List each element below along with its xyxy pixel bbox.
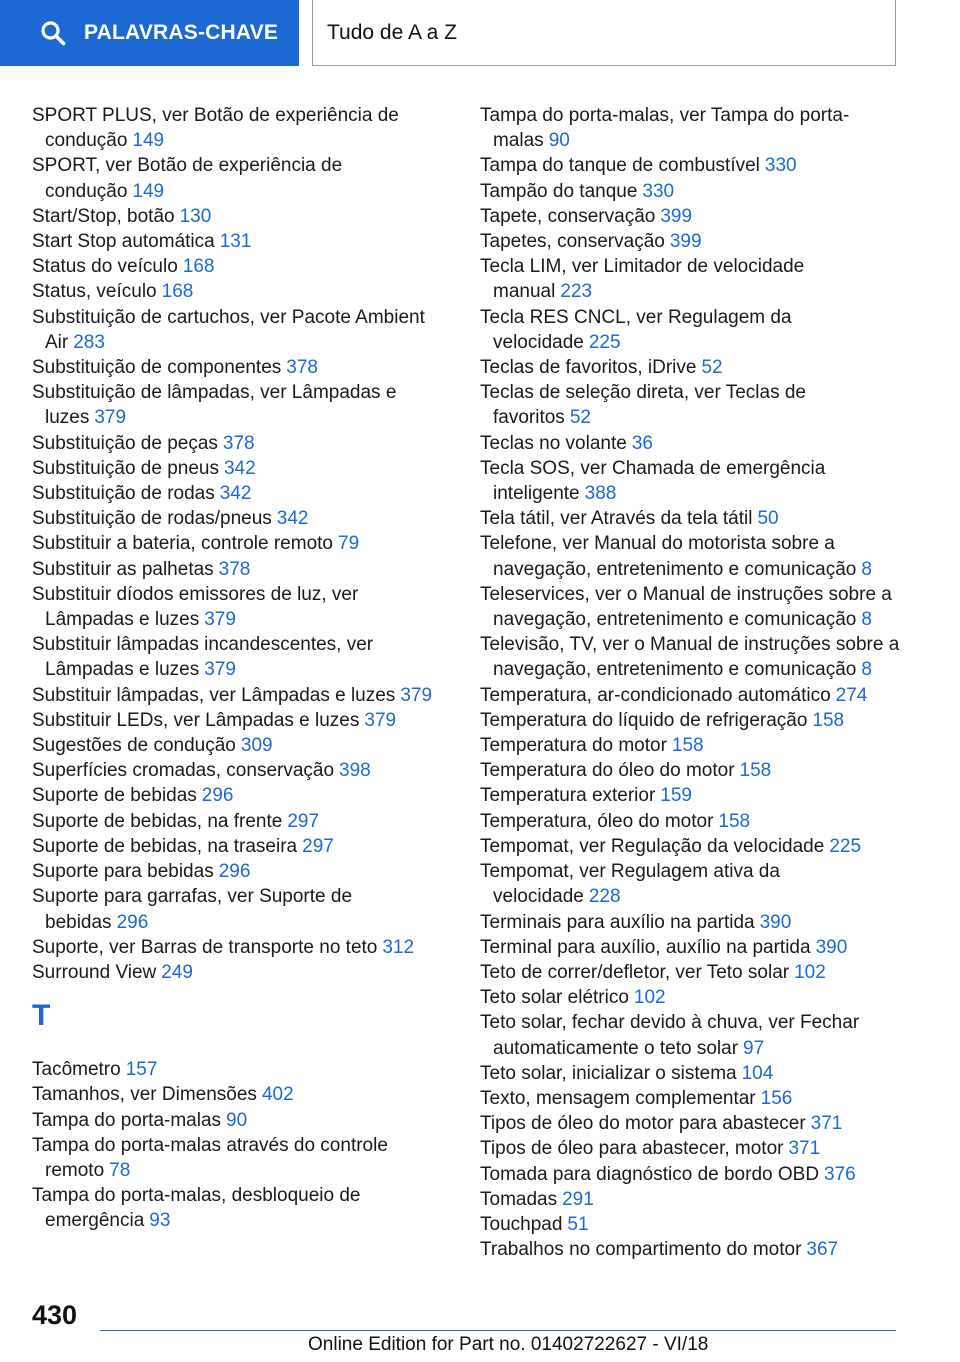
page-link[interactable]: 79 xyxy=(338,533,360,555)
index-entry-text: Teclas no volante xyxy=(480,432,627,454)
page-link[interactable]: 228 xyxy=(588,886,621,908)
index-entry-text: Suporte para bebidas xyxy=(32,861,214,883)
index-entry-text: Tela tátil, ver Através da tela tátil xyxy=(480,508,753,530)
keywords-label: PALAVRAS-CHAVE xyxy=(84,21,279,44)
index-entry xyxy=(32,355,452,380)
index-entry-text: Tecla SOS, ver Chamada de emergência inteligente xyxy=(480,457,826,505)
page-link[interactable]: 90 xyxy=(226,1109,248,1131)
page-link[interactable]: 296 xyxy=(116,911,149,933)
index-entry xyxy=(480,1061,900,1086)
index-entry xyxy=(32,683,452,708)
index-entry xyxy=(32,481,452,506)
index-entry xyxy=(480,758,900,783)
index-entry xyxy=(480,1237,900,1262)
index-entry-text: Texto, mensagem complementar xyxy=(480,1087,756,1109)
index-entry xyxy=(480,960,900,985)
index-entry-text: Tecla RES CNCL, ver Regulagem da velocidade xyxy=(480,306,792,353)
page-link[interactable]: 97 xyxy=(743,1037,765,1059)
index-entry xyxy=(32,960,452,985)
edition-text: Online Edition for Part no. 01402722627 - VI/18 xyxy=(308,1334,709,1355)
index-entry-text: Substituir as palhetas xyxy=(32,558,214,580)
index-entry xyxy=(32,279,452,304)
page-link[interactable]: 309 xyxy=(240,735,273,757)
page-link[interactable]: 342 xyxy=(276,508,309,530)
index-entry-text: Teleservices, ver o Manual de instruções sobre a navegação, entretenimento e comunicação xyxy=(480,583,892,631)
page-link[interactable]: 130 xyxy=(179,205,212,227)
page-link[interactable]: 223 xyxy=(560,281,593,303)
page-link[interactable]: 376 xyxy=(824,1163,856,1185)
page-link[interactable]: 51 xyxy=(567,1213,589,1235)
index-entry xyxy=(32,758,452,783)
index-entry-text: Tomadas xyxy=(480,1188,558,1210)
index-entry xyxy=(32,103,452,153)
index-entry-text: SPORT, ver Botão de experiência de condução xyxy=(32,155,343,202)
index-entry xyxy=(32,733,452,758)
page-link[interactable]: 283 xyxy=(73,331,105,353)
index-entry-text: Telefone, ver Manual do motorista sobre a navegação, entretenimento e comunicação xyxy=(480,533,857,580)
page-link[interactable]: 225 xyxy=(829,835,862,857)
index-entry xyxy=(480,204,900,229)
page-link[interactable]: 371 xyxy=(810,1113,843,1135)
page-link[interactable]: 78 xyxy=(109,1159,131,1181)
index-entry-text: Tampa do porta-malas, desbloqueio de emergência xyxy=(32,1185,361,1232)
keywords-button[interactable] xyxy=(0,0,299,66)
index-entry-text: Substituição de rodas/pneus xyxy=(32,508,272,530)
index-entry-text: Substituir LEDs, ver Lâmpadas e luzes xyxy=(32,709,360,731)
index-entry-text: Substituição de rodas xyxy=(32,483,215,505)
index-entry-text: Status do veículo xyxy=(32,256,178,278)
index-entry-text: Tapete, conservação xyxy=(480,205,656,227)
tab-a-to-z[interactable] xyxy=(312,0,896,66)
page-link[interactable]: 8 xyxy=(861,558,872,580)
page-link[interactable]: 379 xyxy=(364,709,397,731)
index-entry-text: Substituição de pneus xyxy=(32,457,219,479)
index-entry-text: Suporte, ver Barras de transporte no teto xyxy=(32,936,378,958)
page-link[interactable]: 93 xyxy=(149,1210,171,1232)
page-link[interactable]: 291 xyxy=(562,1188,594,1210)
index-entry xyxy=(480,708,900,733)
index-entry xyxy=(32,506,452,531)
page-link[interactable]: 249 xyxy=(161,961,193,983)
page-link[interactable]: 156 xyxy=(760,1087,793,1109)
index-entry-text: Suporte para garrafas, ver Suporte de bebidas xyxy=(32,886,353,933)
index-entry xyxy=(32,935,452,960)
index-entry-text: SPORT PLUS, ver Botão de experiência de condução xyxy=(32,105,399,152)
page-link[interactable]: 157 xyxy=(125,1059,158,1081)
index-entry-text: Start Stop automática xyxy=(32,231,215,253)
index-entry-text: Substituir lâmpadas, ver Lâmpadas e luzes xyxy=(32,684,396,706)
index-entry xyxy=(32,229,452,254)
page-link[interactable]: 102 xyxy=(794,961,826,983)
index-entry xyxy=(480,1187,900,1212)
index-entry-text: Start/Stop, botão xyxy=(32,205,175,227)
index-entry xyxy=(480,733,900,758)
index-entry-text: Tampão do tanque xyxy=(480,180,638,202)
page-link[interactable]: 379 xyxy=(400,684,433,706)
section-letter: T xyxy=(32,999,51,1033)
index-entry xyxy=(480,809,900,834)
index-entry-text: Tampa do porta-malas, ver Tampa do porta-malas xyxy=(480,105,850,152)
index-entry-text: Touchpad xyxy=(480,1213,563,1235)
index-entry-text: Tecla LIM, ver Limitador de velocidade manual xyxy=(480,256,805,303)
index-entry xyxy=(480,1111,900,1136)
index-entry-text: Tapetes, conservação xyxy=(480,231,665,253)
index-entry-text: Suporte de bebidas xyxy=(32,785,197,807)
page-link[interactable]: 367 xyxy=(806,1239,839,1261)
index-entry-text: Suporte de bebidas, na frente xyxy=(32,810,283,832)
page-link[interactable]: 149 xyxy=(132,130,165,152)
index-entry xyxy=(32,783,452,808)
index-entry xyxy=(480,582,900,632)
index-entry-text: Teclas de seleção direta, ver Teclas de favoritos xyxy=(480,382,806,429)
index-entry xyxy=(32,1082,452,1107)
index-entry xyxy=(32,859,452,884)
index-entry xyxy=(32,582,452,632)
page-link[interactable]: 296 xyxy=(201,785,234,807)
page-link[interactable]: 159 xyxy=(660,785,692,807)
index-entry xyxy=(32,557,452,582)
page-link[interactable]: 388 xyxy=(584,483,617,505)
page-link[interactable]: 390 xyxy=(815,936,848,958)
index-entry-text: Suporte de bebidas, na traseira xyxy=(32,835,298,857)
page-link[interactable]: 104 xyxy=(741,1062,774,1084)
index-entry xyxy=(480,103,900,153)
footer-divider xyxy=(100,1330,896,1331)
index-list-t xyxy=(32,1057,452,1233)
index-entry xyxy=(480,632,900,682)
index-entry-text: Tipos de óleo do motor para abastecer xyxy=(480,1113,806,1135)
index-entry xyxy=(32,380,452,430)
index-entry xyxy=(480,1162,900,1187)
page-link[interactable]: 8 xyxy=(861,609,872,631)
page-link[interactable]: 297 xyxy=(287,810,320,832)
index-entry-text: Televisão, TV, ver o Manual de instruções sobre a navegação, entretenimento e comunicação xyxy=(480,634,900,681)
index-entry-text: Surround View xyxy=(32,961,157,983)
index-entry xyxy=(480,229,900,254)
page-link[interactable]: 398 xyxy=(339,760,371,782)
index-entry-text: Substituir a bateria, controle remoto xyxy=(32,533,333,555)
index-entry-text: Teto solar elétrico xyxy=(480,987,629,1009)
page-link[interactable]: 312 xyxy=(382,936,415,958)
page-link[interactable]: 158 xyxy=(812,709,845,731)
page-link[interactable]: 274 xyxy=(835,684,868,706)
index-entry-text: Temperatura do óleo do motor xyxy=(480,760,735,782)
page-link[interactable]: 371 xyxy=(788,1138,821,1160)
page-link[interactable]: 379 xyxy=(204,609,236,631)
index-entry xyxy=(32,632,452,682)
index-column-left xyxy=(32,103,452,1234)
index-entry-text: Status, veículo xyxy=(32,281,157,303)
index-entry-text: Tamanhos, ver Dimensões xyxy=(32,1084,257,1106)
index-entry xyxy=(480,834,900,859)
index-entry xyxy=(480,1010,900,1060)
index-entry xyxy=(32,204,452,229)
tab-a-to-z-label: Tudo de A a Z xyxy=(327,20,457,44)
index-entry-text: Trabalhos no compartimento do motor xyxy=(480,1239,802,1261)
page-link[interactable]: 168 xyxy=(161,281,194,303)
page-link[interactable]: 50 xyxy=(757,508,779,530)
page-link[interactable]: 342 xyxy=(223,457,256,479)
page-link[interactable]: 158 xyxy=(739,760,772,782)
page-link[interactable]: 330 xyxy=(764,155,797,177)
index-entry xyxy=(480,506,900,531)
index-entry-text: Temperatura, ar-condicionado automático xyxy=(480,684,831,706)
index-list-t-continued xyxy=(480,103,900,1262)
index-entry xyxy=(32,1183,452,1233)
page-link[interactable]: 378 xyxy=(218,558,251,580)
page-link[interactable]: 330 xyxy=(642,180,675,202)
index-column-right xyxy=(480,103,900,1262)
index-entry-text: Teto de correr/defletor, ver Teto solar xyxy=(480,961,790,983)
page-link[interactable]: 52 xyxy=(701,357,723,379)
index-entry-text: Substituição de componentes xyxy=(32,357,282,379)
index-entry xyxy=(32,1057,452,1082)
index-entry xyxy=(480,910,900,935)
index-entry xyxy=(32,809,452,834)
index-entry-text: Substituição de cartuchos, ver Pacote Ambient Air xyxy=(32,306,425,353)
index-entry xyxy=(480,254,900,304)
page-link[interactable]: 297 xyxy=(302,835,334,857)
index-entry xyxy=(480,935,900,960)
page-link[interactable]: 149 xyxy=(132,180,165,202)
index-entry xyxy=(32,456,452,481)
index-entry xyxy=(32,834,452,859)
index-entry xyxy=(480,179,900,204)
index-entry xyxy=(480,380,900,430)
index-entry xyxy=(480,456,900,506)
page-number: 430 xyxy=(32,1300,78,1330)
index-entry xyxy=(480,985,900,1010)
page-link[interactable]: 296 xyxy=(218,861,251,883)
page-link[interactable]: 390 xyxy=(759,911,792,933)
index-entry-text: Tacômetro xyxy=(32,1059,121,1081)
page-link[interactable]: 399 xyxy=(660,205,693,227)
index-entry-text: Temperatura exterior xyxy=(480,785,656,807)
index-entry xyxy=(480,305,900,355)
page-link[interactable]: 52 xyxy=(569,407,591,429)
page-link[interactable]: 158 xyxy=(718,810,751,832)
page-link[interactable]: 379 xyxy=(94,407,127,429)
index-entry xyxy=(32,531,452,556)
index-entry-text: Temperatura, óleo do motor xyxy=(480,810,714,832)
index-entry xyxy=(480,783,900,808)
top-navigation xyxy=(0,0,960,66)
index-entry-text: Terminais para auxílio na partida xyxy=(480,911,755,933)
index-entry-text: Superfícies cromadas, conservação xyxy=(32,760,335,782)
index-entry xyxy=(32,254,452,279)
index-entry-text: Tampa do tanque de combustível xyxy=(480,155,760,177)
index-entry-text: Substituir lâmpadas incandescentes, ver Lâmpadas e luzes xyxy=(32,634,374,681)
index-entry-text: Teclas de favoritos, iDrive xyxy=(480,357,697,379)
page-link[interactable]: 102 xyxy=(633,987,666,1009)
page-link[interactable]: 379 xyxy=(204,659,236,681)
page-link[interactable]: 399 xyxy=(669,231,702,253)
page-link[interactable]: 402 xyxy=(261,1084,294,1106)
index-entry-text: Sugestões de condução xyxy=(32,735,236,757)
page-link[interactable]: 8 xyxy=(861,659,872,681)
index-entry-text: Tempomat, ver Regulação da velocidade xyxy=(480,835,825,857)
index-entry xyxy=(32,708,452,733)
page-link[interactable]: 225 xyxy=(588,331,621,353)
index-entry xyxy=(480,1086,900,1111)
index-entry-text: Substituição de peças xyxy=(32,432,218,454)
index-entry-text: Temperatura do líquido de refrigeração xyxy=(480,709,808,731)
index-entry-text: Substituir díodos emissores de luz, ver Lâmpadas e luzes xyxy=(32,583,359,631)
search-icon xyxy=(40,20,66,46)
index-entry xyxy=(32,431,452,456)
index-entry-text: Tempomat, ver Regulagem ativa da velocidade xyxy=(480,861,780,908)
index-entry-text: Teto solar, inicializar o sistema xyxy=(480,1062,737,1084)
index-entry xyxy=(32,884,452,934)
index-entry xyxy=(480,859,900,909)
page-link[interactable]: 90 xyxy=(548,130,570,152)
index-entry-text: Teto solar, fechar devido à chuva, ver Fechar automaticamente o teto solar xyxy=(480,1012,860,1059)
page-link[interactable]: 342 xyxy=(219,483,252,505)
index-entry-text: Terminal para auxílio, auxílio na partida xyxy=(480,936,811,958)
index-entry-text: Tampa do porta-malas através do controle remoto xyxy=(32,1134,388,1181)
index-entry-text: Temperatura do motor xyxy=(480,735,667,757)
index-entry-text: Tampa do porta-malas xyxy=(32,1109,222,1131)
index-entry xyxy=(32,153,452,203)
page-link[interactable]: 378 xyxy=(222,432,255,454)
index-entry-text: Substituição de lâmpadas, ver Lâmpadas e luzes xyxy=(32,382,397,429)
index-list-s xyxy=(32,103,452,985)
index-entry xyxy=(32,1108,452,1133)
index-entry xyxy=(480,431,900,456)
index-entry xyxy=(480,355,900,380)
index-entry xyxy=(480,683,900,708)
page-link[interactable]: 378 xyxy=(286,357,318,379)
index-entry xyxy=(480,153,900,178)
page-link[interactable]: 158 xyxy=(671,735,704,757)
page-link[interactable]: 36 xyxy=(631,432,653,454)
index-entry xyxy=(32,305,452,355)
index-entry-text: Tomada para diagnóstico de bordo OBD xyxy=(480,1163,820,1185)
page-link[interactable]: 131 xyxy=(219,231,252,253)
index-entry xyxy=(480,531,900,581)
index-entry xyxy=(480,1136,900,1161)
index-entry xyxy=(480,1212,900,1237)
page-link[interactable]: 168 xyxy=(182,256,215,278)
index-entry xyxy=(32,1133,452,1183)
index-entry-text: Tipos de óleo para abastecer, motor xyxy=(480,1138,784,1160)
